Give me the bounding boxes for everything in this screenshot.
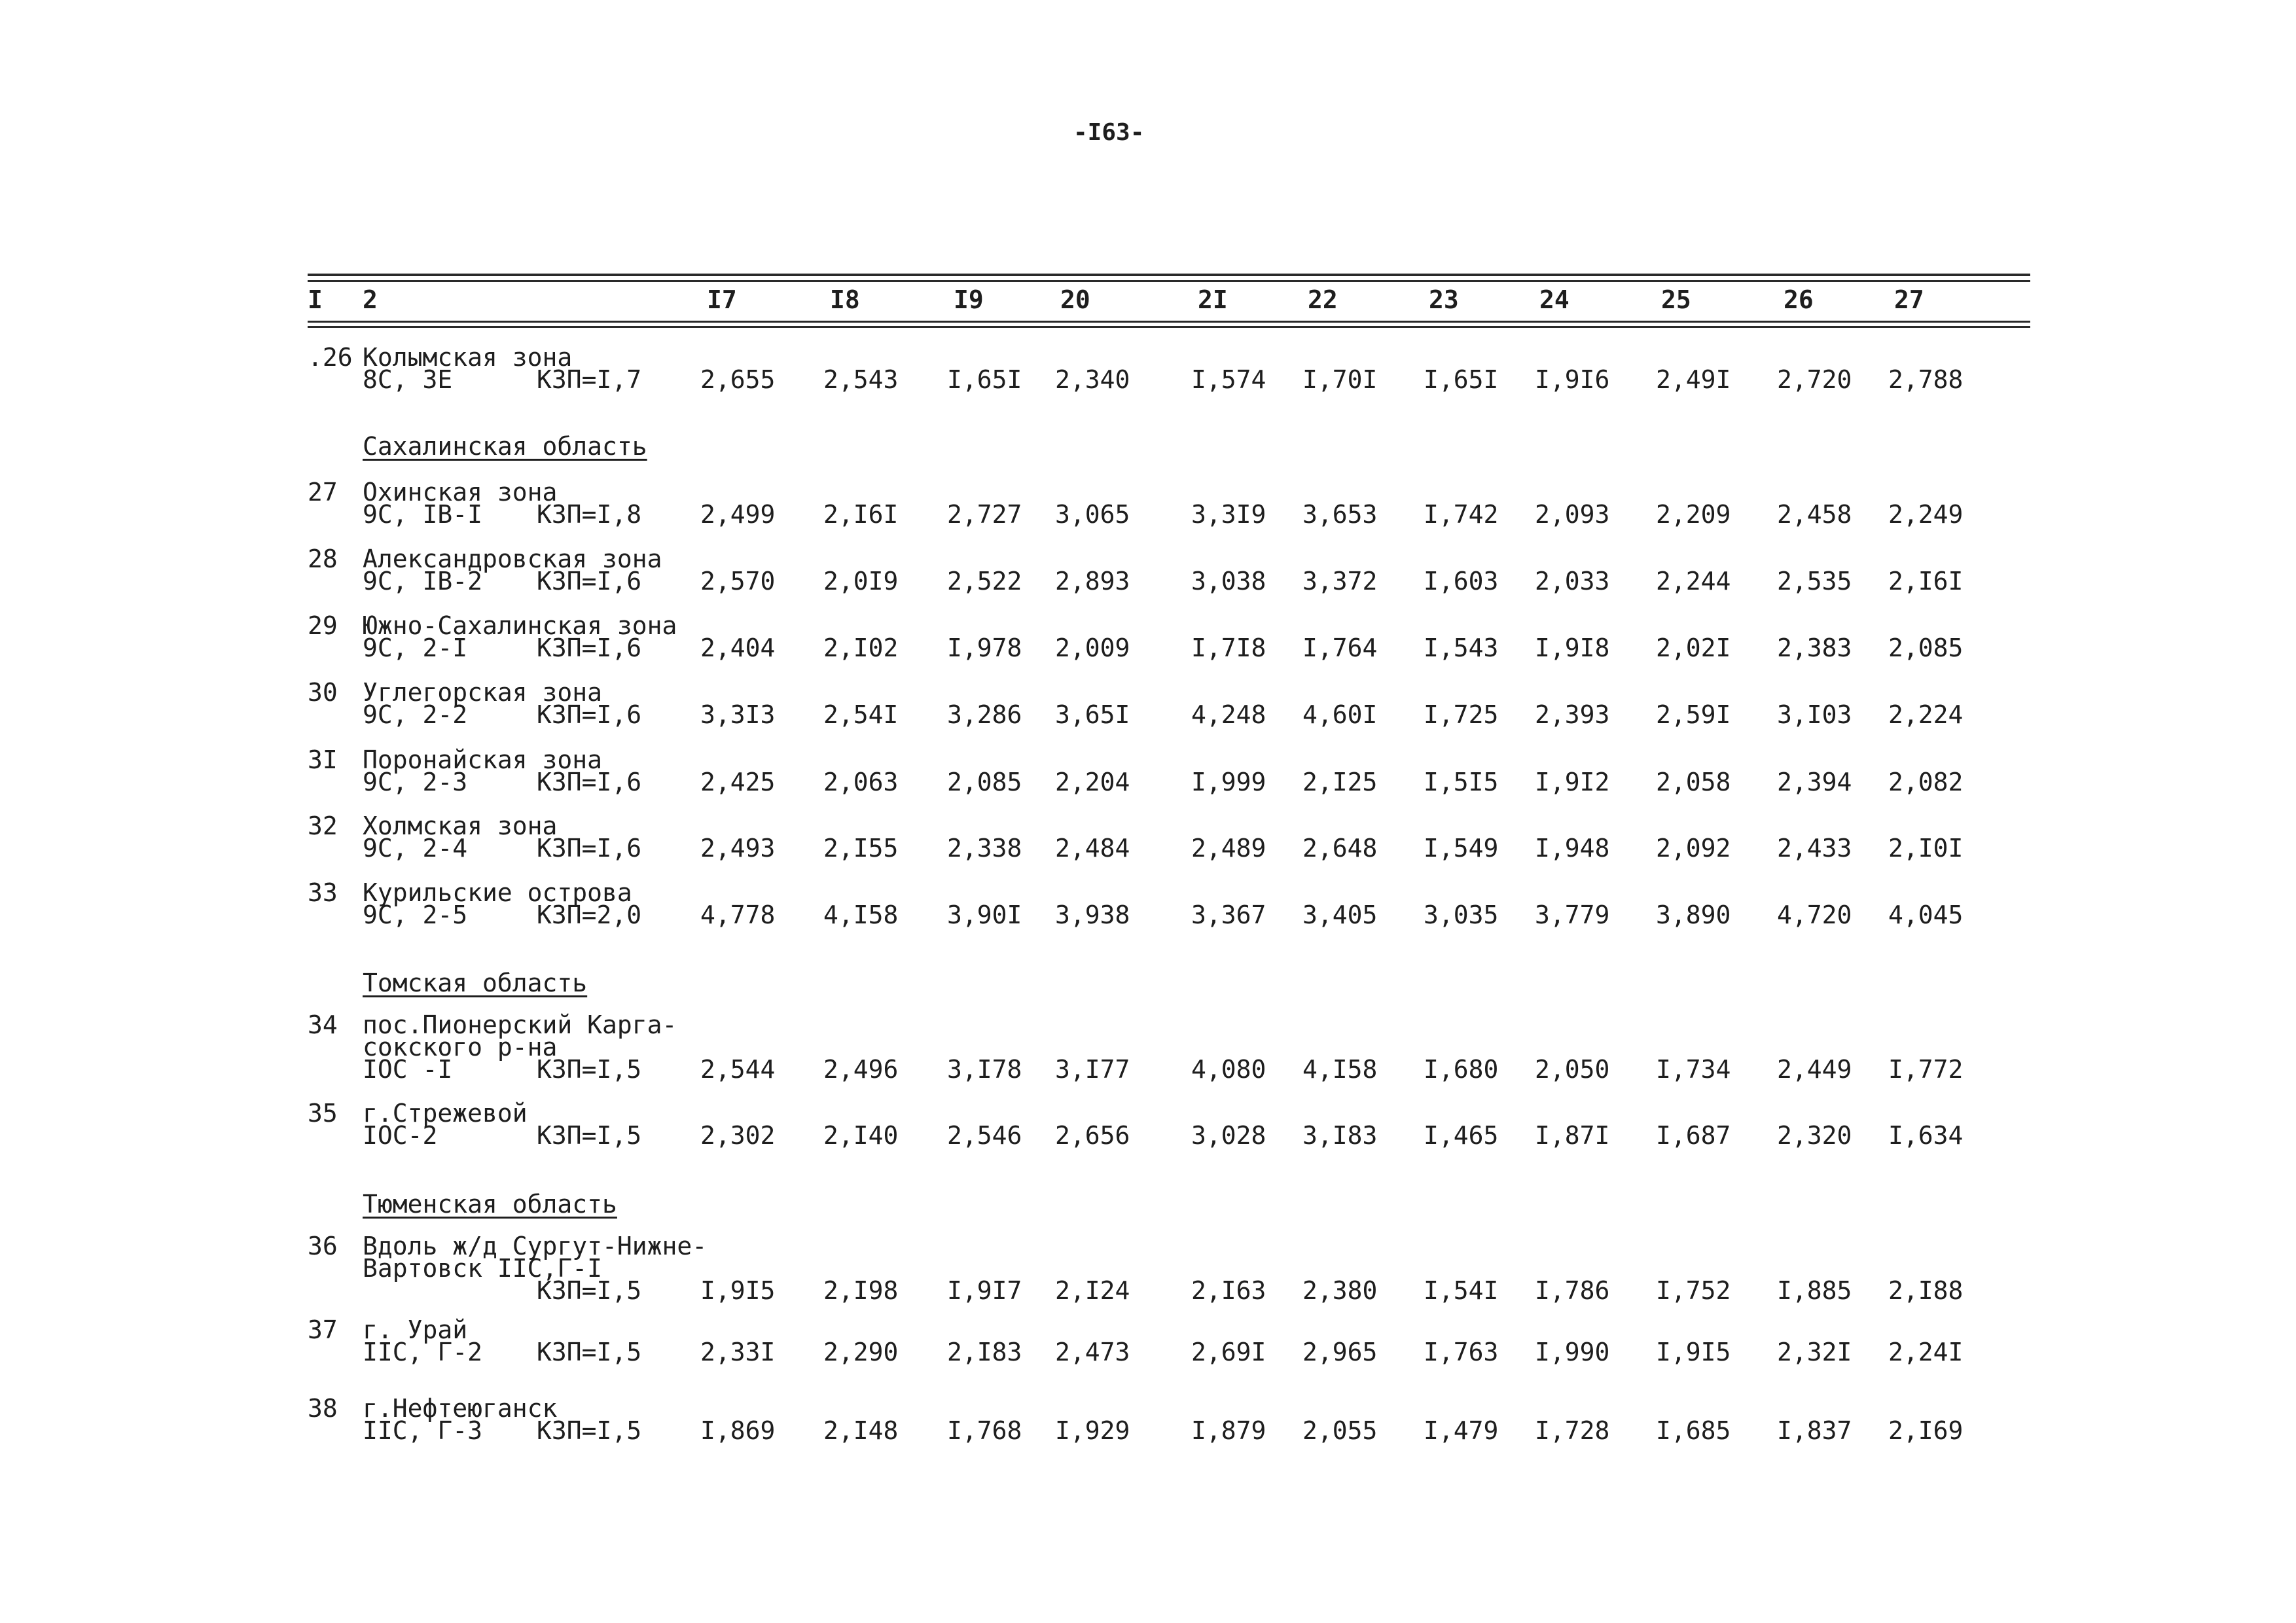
table-cell-value: I,65I: [947, 365, 1022, 394]
table-cell-value: I,685: [1656, 1416, 1731, 1445]
table-cell-value: I,9I5: [1656, 1338, 1731, 1366]
row-number: 35: [308, 1099, 338, 1128]
row-number: 3I: [308, 745, 338, 774]
col-header-22: 22: [1308, 285, 1338, 314]
table-cell-value: 2,656: [1055, 1121, 1130, 1150]
table-cell-value: 2,I48: [823, 1416, 899, 1445]
row-name-line: Поронайская зона: [363, 745, 603, 774]
table-cell-value: 2,033: [1535, 567, 1610, 596]
table-cell-value: 4,045: [1888, 901, 1964, 929]
table-cell-value: 2,383: [1777, 633, 1852, 662]
table-cell-value: 2,788: [1888, 365, 1964, 394]
section-heading-sakhalin: Сахалинская область: [363, 432, 647, 461]
col-header-27: 27: [1894, 285, 1924, 314]
table-cell-value: 2,24I: [1888, 1338, 1964, 1366]
table-cell-value: 2,204: [1055, 768, 1130, 796]
row-name-line: г. Урай: [363, 1315, 468, 1344]
col-header-25: 25: [1661, 285, 1691, 314]
row-name-line: 9С, 2-4: [363, 834, 468, 863]
row-name-line: IIС, Г-2: [363, 1338, 483, 1366]
row-coefficient: КЗП=I,8: [537, 500, 642, 529]
table-cell-value: I,479: [1424, 1416, 1499, 1445]
table-cell-value: 2,009: [1055, 633, 1130, 662]
row-coefficient: КЗП=I,5: [537, 1338, 642, 1366]
row-coefficient: КЗП=I,7: [537, 365, 642, 394]
table-cell-value: 2,I63: [1191, 1276, 1266, 1305]
row-name-line: сокского р-на: [363, 1033, 558, 1061]
table-cell-value: I,786: [1535, 1276, 1610, 1305]
row-number: 34: [308, 1010, 338, 1039]
table-cell-value: 2,458: [1777, 500, 1852, 529]
row-coefficient: КЗП=I,5: [537, 1276, 642, 1305]
row-coefficient: КЗП=I,6: [537, 633, 642, 662]
table-rule-header-inner: [308, 326, 2030, 328]
table-cell-value: 2,I6I: [823, 500, 899, 529]
col-header-23: 23: [1429, 285, 1459, 314]
table-cell-value: 2,I25: [1302, 768, 1378, 796]
row-name-line: Охинская зона: [363, 478, 558, 507]
table-cell-value: 2,I40: [823, 1121, 899, 1150]
row-coefficient: КЗП=I,5: [537, 1416, 642, 1445]
table-cell-value: 2,570: [700, 567, 776, 596]
table-cell-value: I,734: [1656, 1055, 1731, 1084]
table-cell-value: 3,I78: [947, 1055, 1022, 1084]
row-coefficient: КЗП=I,5: [537, 1121, 642, 1150]
table-cell-value: 2,496: [823, 1055, 899, 1084]
table-cell-value: I,465: [1424, 1121, 1499, 1150]
row-number: 30: [308, 678, 338, 707]
table-cell-value: 2,224: [1888, 700, 1964, 729]
table-cell-value: 3,372: [1302, 567, 1378, 596]
table-cell-value: 2,0I9: [823, 567, 899, 596]
table-cell-value: 2,055: [1302, 1416, 1378, 1445]
table-cell-value: I,634: [1888, 1121, 1964, 1150]
table-cell-value: 2,54I: [823, 700, 899, 729]
table-cell-value: 3,028: [1191, 1121, 1266, 1150]
row-number: 36: [308, 1232, 338, 1260]
table-cell-value: 2,727: [947, 500, 1022, 529]
row-name-line: 8С, 3Е: [363, 365, 453, 394]
table-cell-value: I,837: [1777, 1416, 1852, 1445]
row-number: 32: [308, 812, 338, 840]
table-cell-value: 2,I6I: [1888, 567, 1964, 596]
row-coefficient: КЗП=I,6: [537, 834, 642, 863]
table-cell-value: 3,286: [947, 700, 1022, 729]
row-number: 33: [308, 878, 338, 907]
table-cell-value: 2,535: [1777, 567, 1852, 596]
col-header-26: 26: [1784, 285, 1814, 314]
col-header-21: 2I: [1198, 285, 1228, 314]
row-number: .26: [308, 343, 353, 372]
table-cell-value: I,9I2: [1535, 768, 1610, 796]
table-cell-value: 2,499: [700, 500, 776, 529]
table-cell-value: 3,I03: [1777, 700, 1852, 729]
table-cell-value: I,948: [1535, 834, 1610, 863]
row-name-line: IOC-2: [363, 1121, 438, 1150]
row-name-line: г.Стрежевой: [363, 1099, 528, 1128]
table-cell-value: I,9I7: [947, 1276, 1022, 1305]
row-name-line: IIС, Г-3: [363, 1416, 483, 1445]
table-cell-value: 2,244: [1656, 567, 1731, 596]
table-cell-value: 2,063: [823, 768, 899, 796]
col-header-18: I8: [830, 285, 860, 314]
table-cell-value: I,574: [1191, 365, 1266, 394]
table-cell-value: 2,085: [1888, 633, 1964, 662]
section-heading-tomsk: Томская область: [363, 969, 588, 997]
table-cell-value: 2,I0I: [1888, 834, 1964, 863]
table-cell-value: I,543: [1424, 633, 1499, 662]
col-header-1: I: [308, 285, 323, 314]
table-cell-value: I,70I: [1302, 365, 1378, 394]
table-cell-value: 2,544: [700, 1055, 776, 1084]
row-number: 29: [308, 611, 338, 640]
table-cell-value: 2,302: [700, 1121, 776, 1150]
table-cell-value: 3,405: [1302, 901, 1378, 929]
table-cell-value: 2,320: [1777, 1121, 1852, 1150]
col-header-20: 20: [1060, 285, 1090, 314]
row-coefficient: КЗП=I,6: [537, 567, 642, 596]
table-cell-value: 2,I69: [1888, 1416, 1964, 1445]
table-cell-value: 2,02I: [1656, 633, 1731, 662]
table-rule-header: [308, 321, 2030, 323]
row-name-line: 9С, 2-5: [363, 901, 468, 929]
row-number: 28: [308, 544, 338, 573]
table-cell-value: 2,050: [1535, 1055, 1610, 1084]
table-cell-value: 2,249: [1888, 500, 1964, 529]
table-cell-value: 3,890: [1656, 901, 1731, 929]
row-name-line: Углегорская зона: [363, 678, 603, 707]
table-cell-value: I,768: [947, 1416, 1022, 1445]
table-cell-value: 3,I83: [1302, 1121, 1378, 1150]
table-cell-value: 4,60I: [1302, 700, 1378, 729]
row-name-line: 9С, 2-2: [363, 700, 468, 729]
col-header-19: I9: [954, 285, 984, 314]
table-cell-value: 2,085: [947, 768, 1022, 796]
row-number: 27: [308, 478, 338, 507]
table-cell-value: I,764: [1302, 633, 1378, 662]
table-cell-value: 2,449: [1777, 1055, 1852, 1084]
table-cell-value: I,54I: [1424, 1276, 1499, 1305]
row-name-line: 9С, 2-3: [363, 768, 468, 796]
table-cell-value: 3,65I: [1055, 700, 1130, 729]
table-cell-value: 4,720: [1777, 901, 1852, 929]
row-name-line: 9С, 2-I: [363, 633, 468, 662]
table-cell-value: 2,546: [947, 1121, 1022, 1150]
table-cell-value: 2,I83: [947, 1338, 1022, 1366]
table-cell-value: I,549: [1424, 834, 1499, 863]
table-cell-value: 4,248: [1191, 700, 1266, 729]
table-cell-value: I,990: [1535, 1338, 1610, 1366]
table-cell-value: I,728: [1535, 1416, 1610, 1445]
table-rule-top-inner: [308, 280, 2030, 282]
table-cell-value: 2,I55: [823, 834, 899, 863]
table-cell-value: 2,I88: [1888, 1276, 1964, 1305]
table-cell-value: 3,035: [1424, 901, 1499, 929]
page-number: -I63-: [1073, 119, 1145, 146]
table-cell-value: I,869: [700, 1416, 776, 1445]
row-number: 38: [308, 1394, 338, 1423]
table-cell-value: 2,404: [700, 633, 776, 662]
table-cell-value: I,725: [1424, 700, 1499, 729]
table-cell-value: 2,49I: [1656, 365, 1731, 394]
table-cell-value: 3,779: [1535, 901, 1610, 929]
table-cell-value: 2,655: [700, 365, 776, 394]
table-cell-value: 2,380: [1302, 1276, 1378, 1305]
table-cell-value: I,603: [1424, 567, 1499, 596]
table-cell-value: 2,433: [1777, 834, 1852, 863]
col-header-2: 2: [363, 285, 378, 314]
table-cell-value: 2,I02: [823, 633, 899, 662]
table-cell-value: 2,394: [1777, 768, 1852, 796]
table-cell-value: 3,3I9: [1191, 500, 1266, 529]
row-name-line: 9С, IВ-I: [363, 500, 483, 529]
table-cell-value: I,752: [1656, 1276, 1731, 1305]
row-coefficient: КЗП=I,6: [537, 768, 642, 796]
table-cell-value: 2,393: [1535, 700, 1610, 729]
table-cell-value: 2,893: [1055, 567, 1130, 596]
table-cell-value: 3,938: [1055, 901, 1130, 929]
table-cell-value: 3,I77: [1055, 1055, 1130, 1084]
row-coefficient: КЗП=2,0: [537, 901, 642, 929]
table-cell-value: 4,I58: [1302, 1055, 1378, 1084]
row-name-line: Колымская зона: [363, 343, 573, 372]
table-cell-value: 2,340: [1055, 365, 1130, 394]
table-cell-value: 3,367: [1191, 901, 1266, 929]
table-cell-value: 2,338: [947, 834, 1022, 863]
table-cell-value: I,9I6: [1535, 365, 1610, 394]
table-cell-value: 4,778: [700, 901, 776, 929]
table-cell-value: 2,33I: [700, 1338, 776, 1366]
col-header-17: I7: [707, 285, 737, 314]
table-cell-value: I,742: [1424, 500, 1499, 529]
table-cell-value: 2,425: [700, 768, 776, 796]
table-cell-value: 2,290: [823, 1338, 899, 1366]
table-cell-value: 4,080: [1191, 1055, 1266, 1084]
row-coefficient: КЗП=I,6: [537, 700, 642, 729]
table-cell-value: I,7I8: [1191, 633, 1266, 662]
table-cell-value: 2,082: [1888, 768, 1964, 796]
table-cell-value: 2,092: [1656, 834, 1731, 863]
table-cell-value: 2,543: [823, 365, 899, 394]
row-name-line: Курильские острова: [363, 878, 632, 907]
table-cell-value: 2,489: [1191, 834, 1266, 863]
section-heading-tyumen: Тюменская область: [363, 1190, 617, 1219]
table-cell-value: I,879: [1191, 1416, 1266, 1445]
row-number: 37: [308, 1315, 338, 1344]
row-name-line: Южно-Сахалинская зона: [363, 611, 677, 640]
table-cell-value: I,978: [947, 633, 1022, 662]
table-cell-value: 2,473: [1055, 1338, 1130, 1366]
table-cell-value: 2,I24: [1055, 1276, 1130, 1305]
table-cell-value: 2,209: [1656, 500, 1731, 529]
table-cell-value: 2,058: [1656, 768, 1731, 796]
table-cell-value: 4,I58: [823, 901, 899, 929]
table-cell-value: 3,653: [1302, 500, 1378, 529]
table-cell-value: I,885: [1777, 1276, 1852, 1305]
table-cell-value: I,5I5: [1424, 768, 1499, 796]
table-cell-value: I,929: [1055, 1416, 1130, 1445]
table-cell-value: 2,69I: [1191, 1338, 1266, 1366]
table-cell-value: I,763: [1424, 1338, 1499, 1366]
table-cell-value: 2,965: [1302, 1338, 1378, 1366]
col-header-24: 24: [1539, 285, 1570, 314]
row-coefficient: КЗП=I,5: [537, 1055, 642, 1084]
table-cell-value: 2,484: [1055, 834, 1130, 863]
table-cell-value: 3,3I3: [700, 700, 776, 729]
table-cell-value: I,687: [1656, 1121, 1731, 1150]
table-cell-value: 2,493: [700, 834, 776, 863]
row-name-line: Холмская зона: [363, 812, 558, 840]
table-cell-value: I,9I5: [700, 1276, 776, 1305]
row-name-line: Александровская зона: [363, 544, 662, 573]
table-cell-value: I,65I: [1424, 365, 1499, 394]
row-name-line: пос.Пионерский Карга-: [363, 1010, 677, 1039]
table-cell-value: I,9I8: [1535, 633, 1610, 662]
row-name-line: 9С, IВ-2: [363, 567, 483, 596]
table-cell-value: 2,59I: [1656, 700, 1731, 729]
row-name-line: IOC -I: [363, 1055, 453, 1084]
table-cell-value: 3,038: [1191, 567, 1266, 596]
table-cell-value: 2,522: [947, 567, 1022, 596]
table-cell-value: 3,90I: [947, 901, 1022, 929]
table-rule-top: [308, 274, 2030, 276]
table-cell-value: 2,32I: [1777, 1338, 1852, 1366]
table-cell-value: I,999: [1191, 768, 1266, 796]
row-name-line: Вдоль ж/д Сургут-Нижне-: [363, 1232, 708, 1260]
table-cell-value: I,772: [1888, 1055, 1964, 1084]
table-cell-value: 2,720: [1777, 365, 1852, 394]
table-cell-value: 2,I98: [823, 1276, 899, 1305]
table-cell-value: I,680: [1424, 1055, 1499, 1084]
table-cell-value: 3,065: [1055, 500, 1130, 529]
row-name-line: г.Нефтеюганск: [363, 1394, 558, 1423]
table-cell-value: I,87I: [1535, 1121, 1610, 1150]
table-cell-value: 2,648: [1302, 834, 1378, 863]
row-name-line: Вартовск IIС,Г-I: [363, 1254, 603, 1283]
table-cell-value: 2,093: [1535, 500, 1610, 529]
